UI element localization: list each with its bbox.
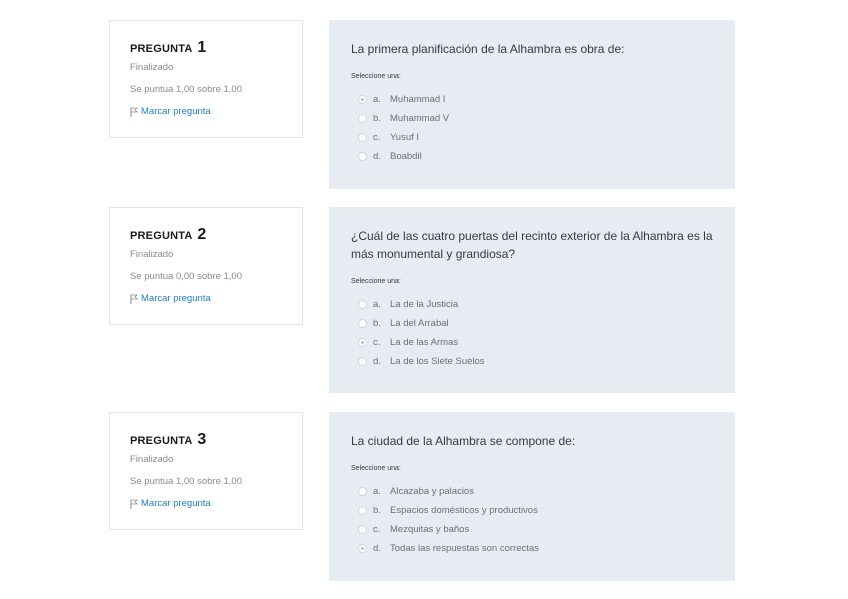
- answer-option[interactable]: [351, 501, 715, 520]
- answer-text: Espacios domésticos y productivos: [390, 505, 538, 516]
- flag-icon: [130, 294, 138, 304]
- answer-letter: c.: [373, 132, 381, 143]
- question-label: PREGUNTA: [130, 43, 193, 55]
- flag-question-label[interactable]: Marcar pregunta: [141, 106, 211, 117]
- answer-letter: a.: [373, 299, 381, 310]
- answer-letter: a.: [373, 486, 381, 497]
- answer-option[interactable]: [351, 147, 715, 166]
- question-state: Finalizado: [130, 454, 174, 465]
- question-info: [109, 20, 303, 138]
- answer-letter: a.: [373, 94, 381, 105]
- answer-prompt: Seleccione una:: [351, 465, 401, 472]
- flag-question-label[interactable]: Marcar pregunta: [141, 498, 211, 509]
- question-label: PREGUNTA: [130, 230, 193, 242]
- radio-icon[interactable]: [358, 95, 367, 104]
- answer-list: [351, 482, 715, 558]
- question-number-value: 3: [197, 431, 207, 448]
- radio-icon[interactable]: [358, 506, 367, 515]
- answer-option[interactable]: [351, 539, 715, 558]
- answer-text: La de los Siete Suelos: [390, 356, 485, 367]
- answer-list: [351, 90, 715, 166]
- answer-option[interactable]: [351, 128, 715, 147]
- question-grade: Se puntua 1,00 sobre 1,00: [130, 476, 242, 487]
- answer-letter: d.: [373, 356, 381, 367]
- radio-icon[interactable]: [358, 487, 367, 496]
- radio-icon[interactable]: [358, 525, 367, 534]
- answer-text: La de las Armas: [390, 337, 459, 348]
- flag-icon: [130, 499, 138, 509]
- question-text: La primera planificación de la Alhambra es obra de:: [351, 42, 625, 56]
- answer-letter: d.: [373, 543, 381, 554]
- answer-letter: c.: [373, 337, 381, 348]
- radio-icon[interactable]: [358, 133, 367, 142]
- answer-option[interactable]: [351, 482, 715, 501]
- radio-icon[interactable]: [358, 114, 367, 123]
- question-info: [109, 207, 303, 325]
- flag-icon: [130, 107, 138, 117]
- radio-icon[interactable]: [358, 152, 367, 161]
- answer-text: Muhammad V: [390, 113, 450, 124]
- flag-question-button[interactable]: [130, 497, 211, 511]
- answer-prompt: Seleccione una:: [351, 278, 401, 285]
- question-content: [329, 412, 735, 581]
- answer-letter: c.: [373, 524, 381, 535]
- question-label: PREGUNTA: [130, 435, 193, 447]
- answer-text: La de la Justicia: [390, 299, 459, 310]
- answer-option[interactable]: [351, 333, 715, 352]
- question-number: [130, 431, 302, 449]
- flag-question-label[interactable]: Marcar pregunta: [141, 293, 211, 304]
- answer-list: [351, 295, 715, 371]
- question-number: [130, 39, 302, 57]
- answer-text: Yusuf I: [390, 132, 420, 143]
- answer-text: Muhammad I: [390, 94, 446, 105]
- answer-text: Todas las respuestas son correctas: [390, 543, 539, 554]
- answer-option[interactable]: [351, 109, 715, 128]
- answer-text: La del Arrabal: [390, 318, 449, 329]
- question-number: [130, 226, 302, 244]
- question-grade: Se puntua 0,00 sobre 1,00: [130, 271, 242, 282]
- answer-letter: b.: [373, 505, 381, 516]
- answer-option[interactable]: [351, 520, 715, 539]
- answer-option[interactable]: [351, 314, 715, 333]
- question-grade: Se puntua 1,00 sobre 1,00: [130, 84, 242, 95]
- radio-icon[interactable]: [358, 357, 367, 366]
- answer-option[interactable]: [351, 90, 715, 109]
- answer-option[interactable]: [351, 352, 715, 371]
- flag-question-button[interactable]: [130, 292, 211, 306]
- question-state: Finalizado: [130, 249, 174, 260]
- radio-icon[interactable]: [358, 338, 367, 347]
- answer-letter: d.: [373, 151, 381, 162]
- radio-icon[interactable]: [358, 544, 367, 553]
- answer-prompt: Seleccione una:: [351, 73, 401, 80]
- question-number-value: 2: [197, 226, 207, 243]
- answer-text: Alcazaba y palacios: [390, 486, 474, 497]
- question-text: ¿Cuál de las cuatro puertas del recinto exterior de la Alhambra es la más monumental y grandiosa?: [351, 229, 713, 261]
- radio-icon[interactable]: [358, 319, 367, 328]
- radio-icon[interactable]: [358, 300, 367, 309]
- question-content: [329, 207, 735, 393]
- answer-text: Boabdil: [390, 151, 422, 162]
- flag-question-button[interactable]: [130, 105, 211, 119]
- question-state: Finalizado: [130, 62, 174, 73]
- question-text: La ciudad de la Alhambra se compone de:: [351, 434, 576, 448]
- question-info: [109, 412, 303, 530]
- question-content: [329, 20, 735, 189]
- answer-text: Mezquitas y baños: [390, 524, 470, 535]
- answer-letter: b.: [373, 113, 381, 124]
- answer-option[interactable]: [351, 295, 715, 314]
- answer-letter: b.: [373, 318, 381, 329]
- question-number-value: 1: [197, 39, 207, 56]
